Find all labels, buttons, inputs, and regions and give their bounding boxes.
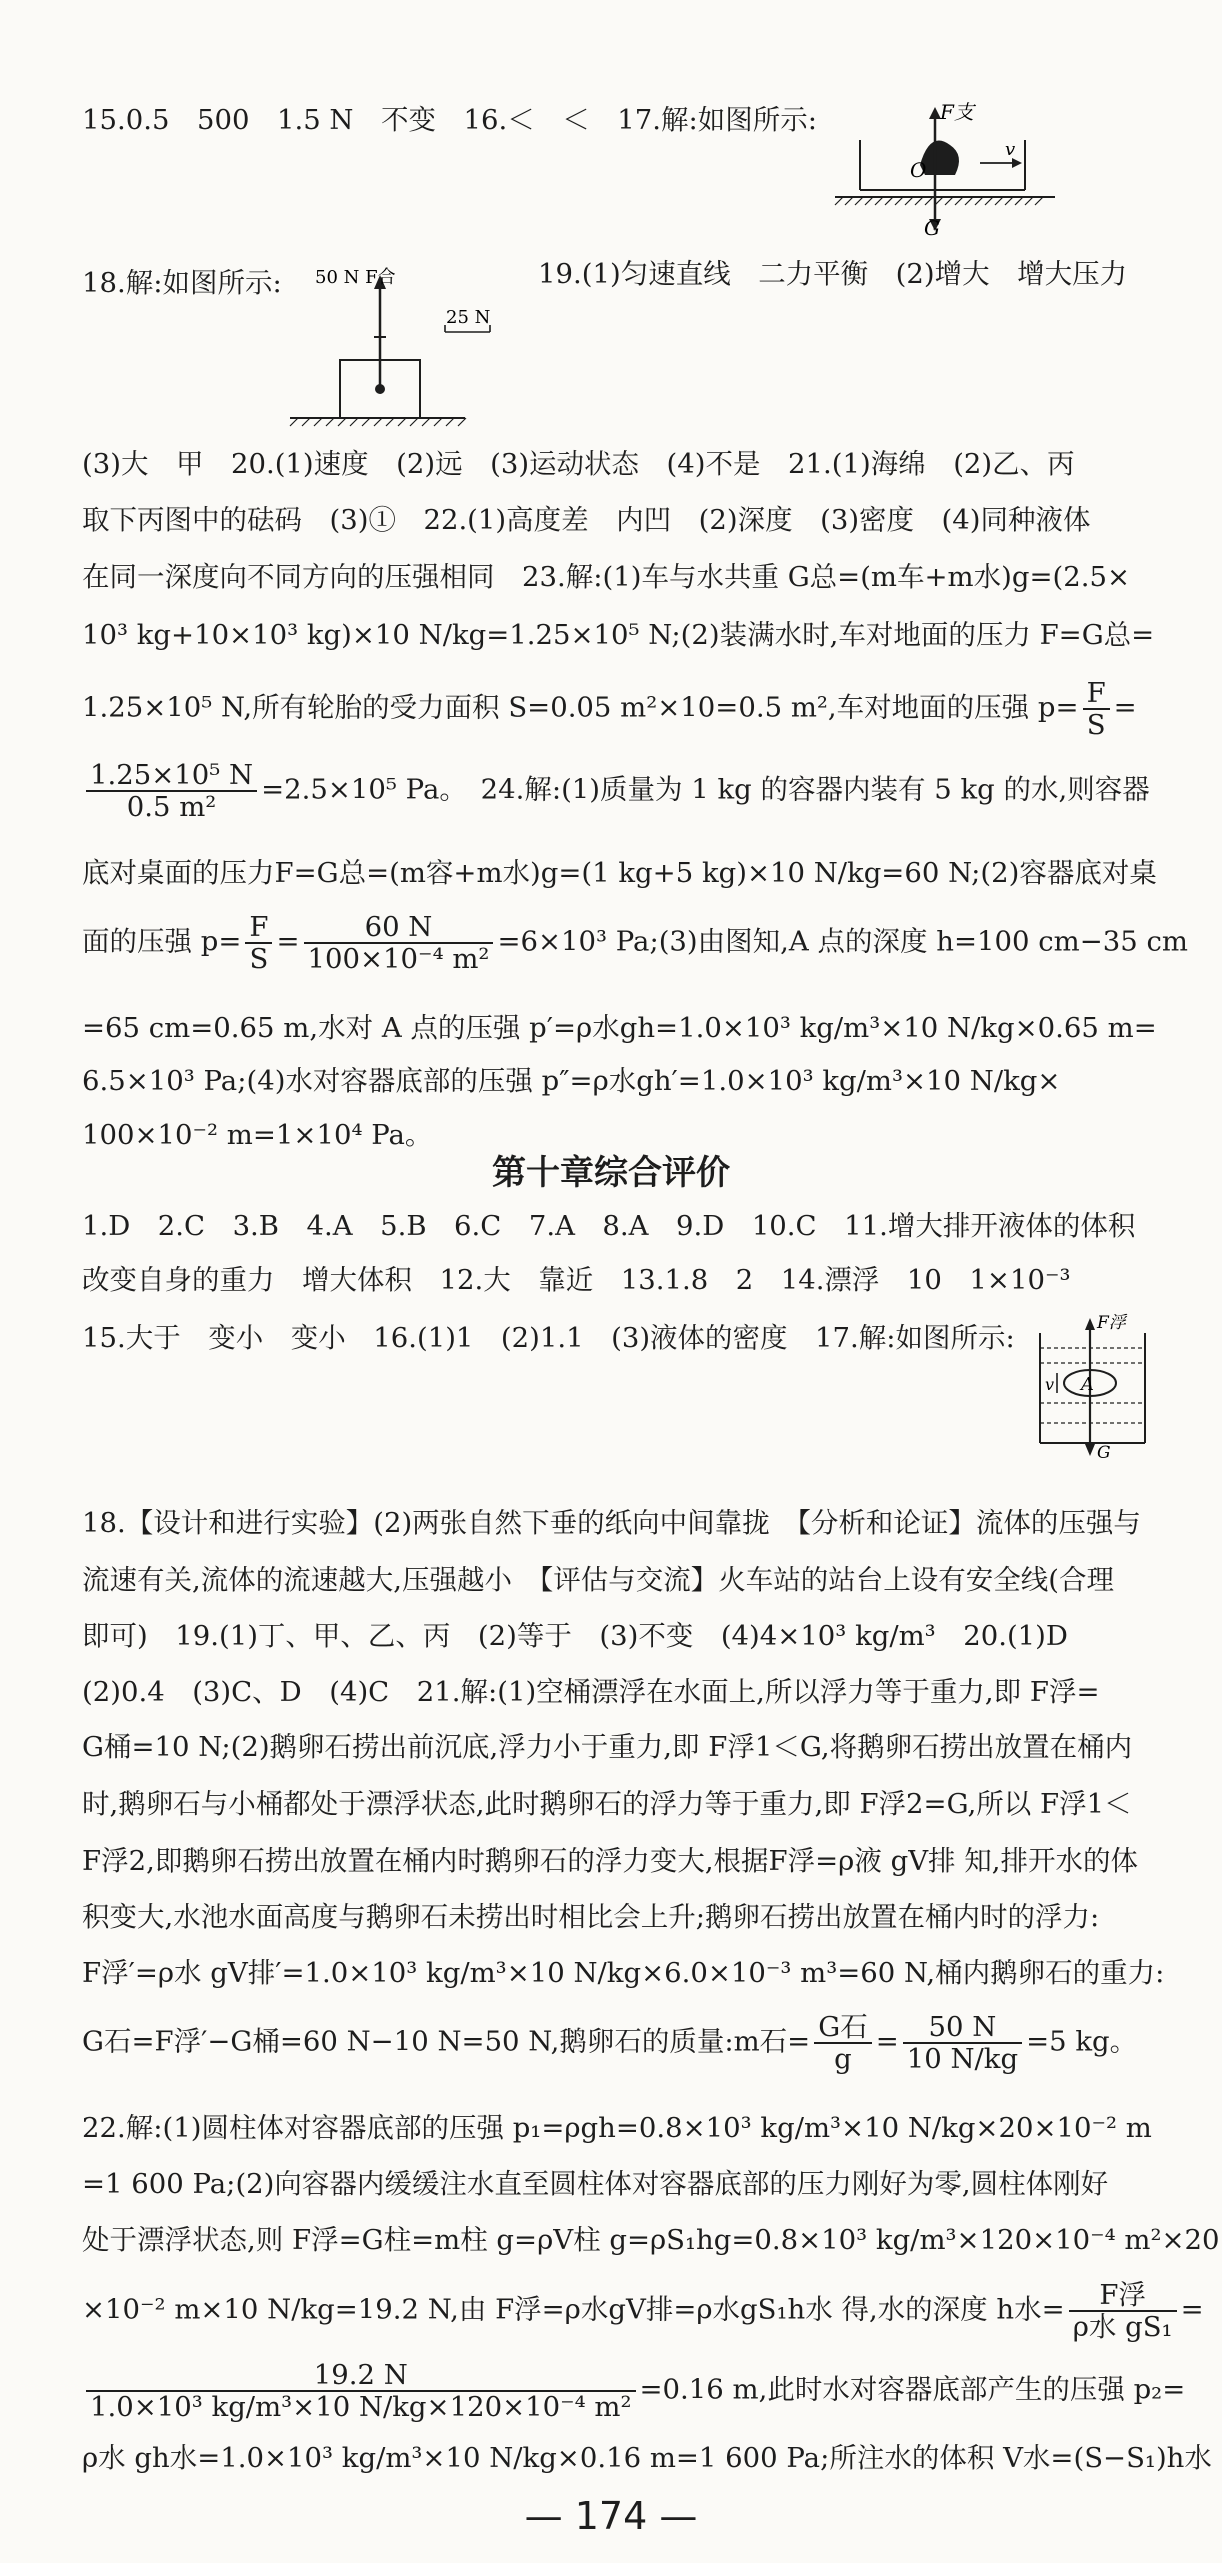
fig1-f-label: F支 — [940, 100, 974, 124]
answer-line: 积变大,水池水面高度与鹅卵石未捞出时相比会上升;鹅卵石捞出放置在桶内时的浮力: — [82, 1901, 1100, 1933]
fraction: $\frac{\text{F浮}}{\text{ρ水 gS₁}}$ — [1069, 2280, 1177, 2342]
fig1-v-label: v — [1005, 139, 1016, 160]
answer-line: 底对桌面的压力F=G总=(m容+m水)g=(1 kg+5 kg)×10 N/kg=60 N;(2)容器底对桌 — [82, 857, 1157, 889]
section-title: 第十章综合评价 — [492, 1153, 730, 1193]
fig2-scale-label: 25 N — [446, 307, 491, 328]
answer-line: 在同一深度向不同方向的压强相同 23.解:(1)车与水共重 G总=(m车+m水)g=(2.5× — [82, 561, 1131, 593]
answer-line: G桶=10 N;(2)鹅卵石捞出前沉底,浮力小于重力,即 F浮1＜G,将鹅卵石捞出放置在桶内 — [82, 1731, 1133, 1763]
fraction: $\frac{19.2 N}{\text{1.0×10³ kg/m³×10 N/kg×120×10⁻⁴ m²}}$ — [86, 2360, 636, 2422]
answer-line: 18.【设计和进行实验】(2)两张自然下垂的纸向中间靠拢 【分析和论证】流体的压强与 — [82, 1507, 1141, 1539]
answer-line: 1.25×10⁵ N,所有轮胎的受力面积 S=0.05 m²×10=0.5 m²,车对地面的压强 p= $\frac{F}{S}$ = — [82, 677, 1137, 741]
answer-line: 时,鹅卵石与小桶都处于漂浮状态,此时鹅卵石的浮力等于重力,即 F浮2=G,所以 F浮1＜ — [82, 1788, 1132, 1820]
fig1-g-label: G — [924, 216, 940, 240]
fraction: $\frac{\text{1.25×10⁵ N}}{\text{0.5 m²}}$ — [86, 760, 257, 822]
answer-line: (3)大 甲 20.(1)速度 (2)远 (3)运动状态 (4)不是 21.(1)海绵 (2)乙、丙 — [82, 448, 1075, 480]
answer-line: 1.D 2.C 3.B 4.A 5.B 6.C 7.A 8.A 9.D 10.C 11.增大排开液体的体积 — [82, 1210, 1136, 1242]
fraction: $\frac{60 N}{\text{100×10⁻⁴ m²}}$ — [304, 912, 494, 974]
answer-line: (2)0.4 (3)C、D (4)C 21.解:(1)空桶漂浮在水面上,所以浮力等于重力,即 F浮= — [82, 1676, 1100, 1708]
answer-line: 22.解:(1)圆柱体对容器底部的压强 p₁=ρgh=0.8×10³ kg/m³×10 N/kg×20×10⁻² m — [82, 2112, 1152, 2144]
answer-line: =65 cm=0.65 m,水对 A 点的压强 p′=ρ水gh=1.0×10³ kg/m³×10 N/kg×0.65 m= — [82, 1012, 1157, 1044]
answer-line: $\frac{\text{1.25×10⁵ N}}{\text{0.5 m²}}$ =2.5×10⁵ Pa。 24.解:(1)质量为 1 kg 的容器内装有 5 kg 的水,则容器 — [82, 760, 1162, 822]
answer-line: F浮′=ρ水 gV排′=1.0×10³ kg/m³×10 N/kg×6.0×10⁻³ m³=60 N,桶内鹅卵石的重力: — [82, 1957, 1165, 1989]
answer-line: 100×10⁻² m=1×10⁴ Pa。 — [82, 1119, 433, 1151]
fig3-v-label: v — [1045, 1375, 1055, 1394]
answer-line: 面的压强 p= $\frac{F}{S}$ = $\frac{60 N}{\text{100×10⁻⁴ m²}}$ =6×10³ Pa;(3)由图知,A 点的深度 h=100 cm−35 cm — [82, 911, 1188, 975]
answer-line: G石=F浮′−G桶=60 N−10 N=50 N,鹅卵石的质量:m石= $\frac{\text{G石}}{g}$ = $\frac{50 N}{10 N/kg}$ =5 kg。 — [82, 2011, 1138, 2075]
answer-line: 取下丙图中的砝码 (3)① 22.(1)高度差 内凹 (2)深度 (3)密度 (4)同种液体 — [82, 504, 1091, 536]
answer-line: 流速有关,流体的流速越大,压强越小 【评估与交流】火车站的站台上设有安全线(合理 — [82, 1564, 1114, 1596]
fig3-f-label: F浮 — [1097, 1313, 1126, 1333]
answer-line: 处于漂浮状态,则 F浮=G柱=m柱 g=ρV柱 g=ρS₁hg=0.8×10³ kg/m³×120×10⁻⁴ m²×20 — [82, 2224, 1220, 2256]
answer-line: ρ水 gh水=1.0×10³ kg/m³×10 N/kg×0.16 m=1 600 Pa;所注水的体积 V水=(S−S₁)h水 — [82, 2442, 1212, 2474]
fig2-force-label: 50 N F合 — [315, 267, 396, 288]
answer-line: F浮2,即鹅卵石捞出放置在桶内时鹅卵石的浮力变大,根据F浮=ρ液 gV排 知,排开水的体 — [82, 1845, 1139, 1877]
answer-line: 18.解:如图所示: — [82, 267, 282, 299]
fraction: $\frac{50 N}{10 N/kg}$ — [903, 2012, 1022, 2074]
answer-line: ×10⁻² m×10 N/kg=19.2 N,由 F浮=ρ水gV排=ρ水gS₁h水 得,水的深度 h水= $\frac{\text{F浮}}{\text{ρ水 gS₁}}$ = — [82, 2279, 1204, 2343]
answer-line: 10³ kg+10×10³ kg)×10 N/kg=1.25×10⁵ N;(2)装满水时,车对地面的压力 F=G总= — [82, 619, 1155, 651]
fig1-o-label: O — [910, 158, 927, 182]
fraction: $\frac{F}{S}$ — [1083, 678, 1110, 740]
answer-line: $\frac{19.2 N}{\text{1.0×10³ kg/m³×10 N/kg×120×10⁻⁴ m²}}$ =0.16 m,此时水对容器底部产生的压强 p₂= — [82, 2360, 1162, 2422]
answer-line: 15.大于 变小 变小 16.(1)1 (2)1.1 (3)液体的密度 17.解:如图所示: — [82, 1322, 1015, 1354]
answer-line: 15.0.5 500 1.5 N 不变 16.＜ ＜ 17.解:如图所示: — [82, 104, 817, 136]
answer-line: 6.5×10³ Pa;(4)水对容器底部的压强 p″=ρ水gh′=1.0×10³ kg/m³×10 N/kg× — [82, 1065, 1061, 1097]
fraction: $\frac{\text{G石}}{g}$ — [814, 2012, 871, 2074]
fig3-a-label: A — [1081, 1374, 1094, 1395]
answer-line: 19.(1)匀速直线 二力平衡 (2)增大 增大压力 — [538, 258, 1128, 290]
page-number: — 174 — — [524, 2494, 698, 2538]
answer-line: 改变自身的重力 增大体积 12.大 靠近 13.1.8 2 14.漂浮 10 1×10⁻³ — [82, 1264, 1071, 1296]
fraction: $\frac{F}{S}$ — [245, 912, 272, 974]
fig3-g-label: G — [1097, 1443, 1111, 1463]
answer-line: 即可) 19.(1)丁、甲、乙、丙 (2)等于 (3)不变 (4)4×10³ kg/m³ 20.(1)D — [82, 1620, 1068, 1652]
answer-line: =1 600 Pa;(2)向容器内缓缓注水直至圆柱体对容器底部的压力刚好为零,圆柱体刚好 — [82, 2168, 1109, 2200]
